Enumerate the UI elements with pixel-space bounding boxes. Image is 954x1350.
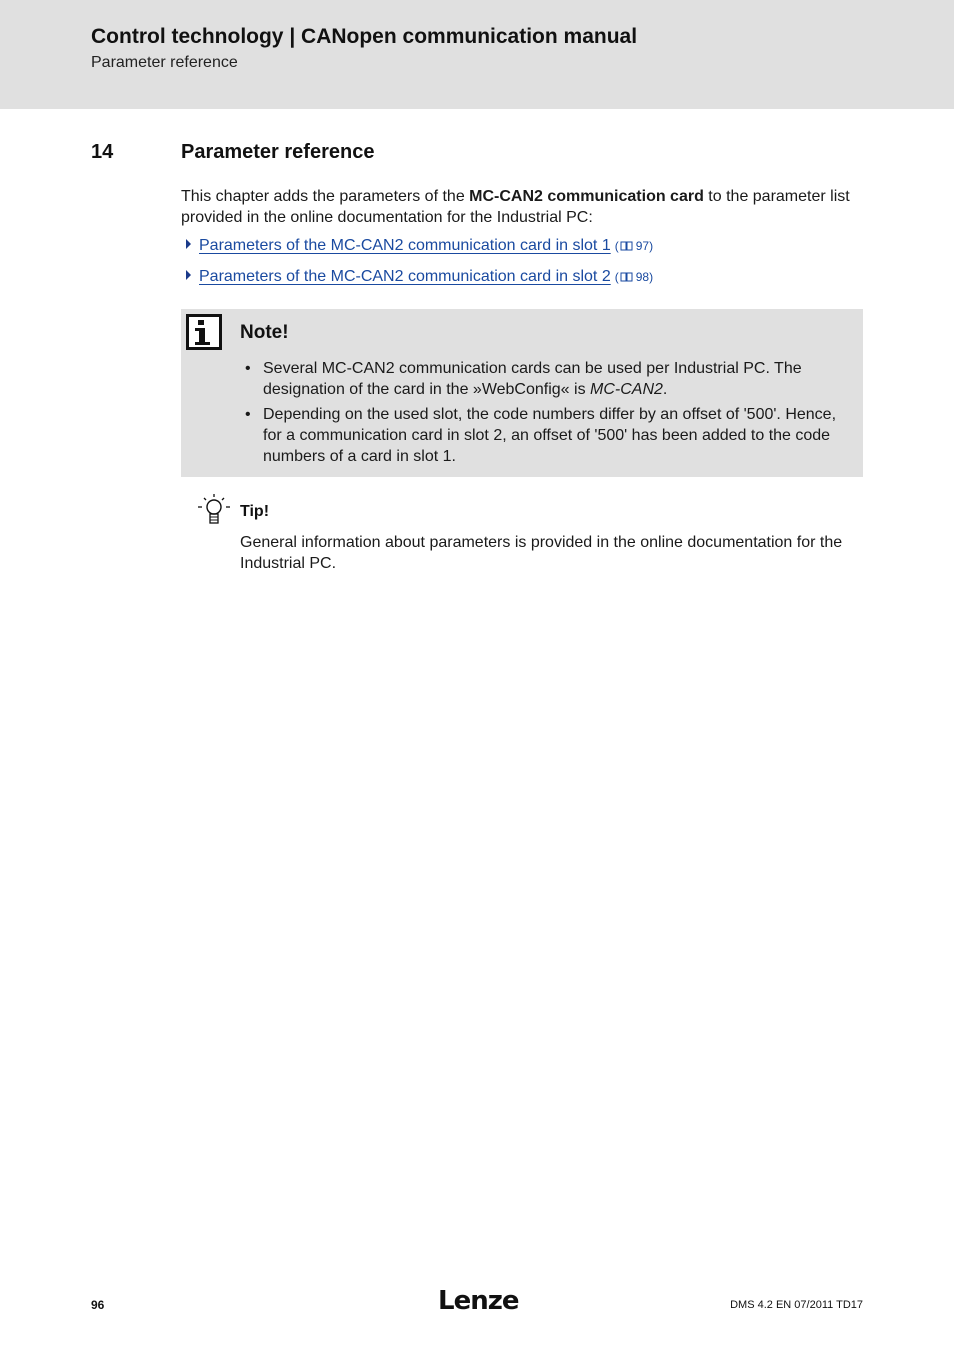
document-subtitle: Parameter reference xyxy=(91,54,238,71)
intro-bold: MC-CAN2 communication card xyxy=(469,188,704,205)
intro-paragraph xyxy=(181,186,865,228)
book-icon xyxy=(620,241,633,251)
chapter-number: 14 xyxy=(91,141,114,163)
tip-title: Tip! xyxy=(240,503,270,520)
note-item-2-text: Depending on the used slot, the code numbers differ by an offset of '500'. Hence, for a communication card in slot 2, an offset of '500' has been added to the code numbers of a card in slot 1. xyxy=(263,406,837,465)
page-number: 96 xyxy=(91,1298,105,1312)
link-row-slot-2[interactable] xyxy=(186,268,653,286)
note-item-2 xyxy=(240,404,840,467)
page-ref-number: 98 xyxy=(635,270,650,284)
note-title: Note! xyxy=(240,322,289,343)
intro-text-after: to the parameter list provided in the online documentation for the Industrial PC: xyxy=(181,188,850,226)
intro-text-before: This chapter adds the parameters of the xyxy=(181,188,470,205)
bullet: • xyxy=(245,360,251,377)
note-item-1-italic: MC-CAN2 xyxy=(590,381,663,398)
document-code: DMS 4.2 EN 07/2011 TD17 xyxy=(730,1299,863,1311)
document-title: Control technology | CANopen communication manual xyxy=(91,25,638,48)
note-item-1 xyxy=(240,358,840,400)
link-slot-2[interactable]: Parameters of the MC-CAN2 communication card in slot 2 xyxy=(199,268,611,285)
lightbulb-icon xyxy=(196,493,232,527)
page-reference-slot-2[interactable]: ( 98 ) xyxy=(614,270,654,284)
arrow-right-icon xyxy=(186,239,191,249)
note-list xyxy=(240,358,840,471)
book-icon xyxy=(620,272,633,282)
chapter-title: Parameter reference xyxy=(181,141,375,163)
info-icon xyxy=(186,314,222,350)
bullet: • xyxy=(245,406,251,423)
note-item-1-text: Several MC-CAN2 communication cards can be used per Industrial PC. The designation of the card in the »WebConfig« is xyxy=(263,360,802,398)
note-item-1-end: . xyxy=(662,381,668,398)
link-row-slot-1[interactable] xyxy=(186,237,653,255)
arrow-right-icon xyxy=(186,270,191,280)
lenze-logo: Lenze xyxy=(438,1286,519,1316)
tip-text: General information about parameters is provided in the online documentation for the Industrial PC. xyxy=(240,534,843,572)
page-ref-number: 97 xyxy=(635,239,650,253)
page-reference-slot-1[interactable]: ( 97 ) xyxy=(614,239,654,253)
link-slot-1[interactable]: Parameters of the MC-CAN2 communication card in slot 1 xyxy=(199,237,611,254)
